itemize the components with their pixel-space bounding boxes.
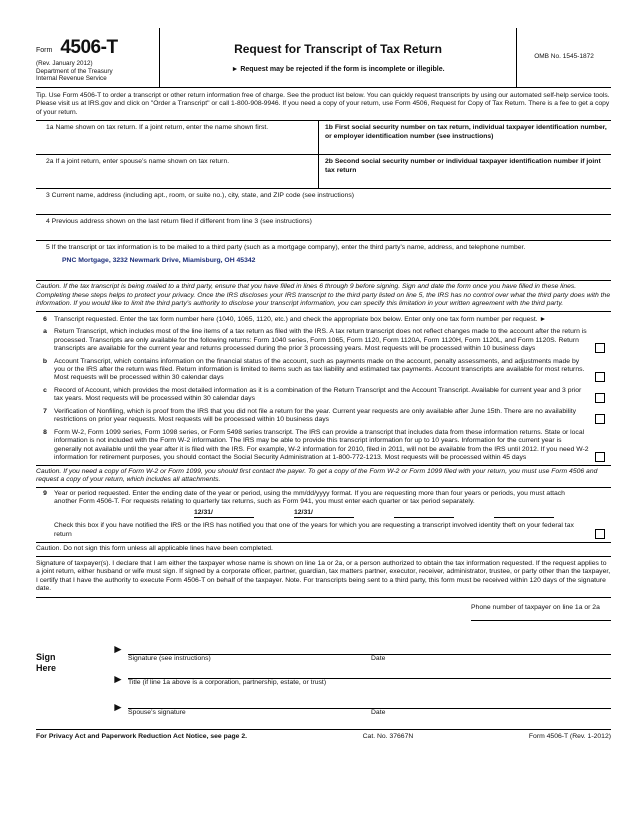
line-7-text: Verification of Nonfiling, which is proof from the IRS that you did not file a return for the year. Current year requests are only available after June 15th. There are no availability restrictions on prior year requests. Most requests will be processed within 10 business days (54, 407, 577, 424)
form-footer (36, 729, 611, 741)
form-label: Form (36, 47, 53, 54)
line-5[interactable] (36, 241, 611, 281)
signature-declaration: Signature of taxpayer(s). I declare that I am either the taxpayer whose name is shown on line 1a or 2a, or a person authorized to obtain the tax information requested. If the request applies to a joint return, either husband or wife must sign. If signed by a corporate officer, partner, guardian, tax matters partner, executor, receiver, administrator, trustee, or party other than the taxpayer, I certify that I have the authority to execute Form 4506-T on behalf of the taxpayer. Note. For transcripts being sent to a third party, this form must be received within 120 days of the signature date. (36, 559, 611, 593)
line-1 (36, 121, 611, 155)
spouse-signature-label: Spouse’s signature (128, 708, 186, 716)
footer-form-id: Form 4506-T (Rev. 1-2012) (528, 732, 611, 740)
period-date-1[interactable]: 12/31/ (194, 509, 254, 518)
line-3-field[interactable]: 3 Current name, address (including apt., room, or suite no.), city, state, and ZIP code (see instructions) (36, 189, 611, 215)
line-6b-checkbox[interactable] (595, 372, 605, 382)
line-2b-field[interactable]: 2b Second social security number or individual taxpayer identification number if joint tax return (325, 158, 601, 174)
caution-sign: Caution. Do not sign this form unless all applicable lines have been completed. (36, 543, 611, 556)
line-6a-checkbox[interactable] (595, 343, 605, 353)
line-7-checkbox[interactable] (595, 414, 605, 424)
identity-theft-checkbox[interactable] (595, 529, 605, 539)
period-date-2[interactable]: 12/31/ (294, 509, 354, 518)
line-6c-text: Record of Account, which provides the most detailed information as it is a combination of the Return Transcript and the Account Transcript. Available for current year and 3 prior tax years. Most requests will be processed within 30 calendar days (54, 386, 582, 403)
line-9: 9 Year or period requested. Enter the ending date of the year or period, using the mm/dd/yyyy format. If you are requesting more than four years or periods, you must attach another Form 4506-T. For requests relating to quarterly tax returns, such as Form 941, you must enter each quarter or tax period separately. 12/31/ 12/31/ Check this box if you have notified the IRS or the IRS has notified you that one of the years for which you are requesting a transcript involved identity theft on your federal tax return (36, 488, 611, 543)
line-7: 7 Verification of Nonfiling, which is proof from the IRS that you did not file a return for the year. Current year requests are only available after June 15th. There are no availability restrictions on prior year requests. Most requests will be processed within 10 business days (36, 406, 611, 427)
line-6c: c Record of Account, which provides the most detailed information as it is a combination of the Return Transcript and the Account Transcript. Available for current year and 3 prior tax years. Most requests will be processed within 30 calendar days (36, 385, 611, 406)
department: Department of the Treasury (36, 67, 113, 75)
caution-w2: Caution. If you need a copy of Form W-2 or Form 1099, you should first contact the payer. To get a copy of the Form W-2 or Form 1099 filed with your return, you must use Form 4506 and request a copy of your return, which includes all attachments. (36, 465, 611, 488)
catalog-number: Cat. No. 37667N (362, 732, 414, 740)
sign-here-label: Sign Here (36, 652, 57, 674)
date-label-2: Date (371, 708, 386, 716)
tip-text: Tip. Use Form 4506-T to order a transcript or other return information free of charge. See the product list below. You can quickly request transcripts by using our automated self-help service tools. Please visit us at IRS.gov and click on "Order a Transcript" or call 1-800-908-9946. If you need a copy of your return, use Form 4506, Request for Copy of Tax Return. There is a fee to get a copy of your return. (36, 88, 611, 121)
line-8-text: Form W-2, Form 1099 series, Form 1098 series, or Form 5498 series transcript. The IRS can provide a transcript that includes data from these information returns. State or local information is not included with the Form W-2 information. The IRS may be able to provide this transcript information for up to 10 years. Information for the current year is generally not available until the year after it is filed with the IRS. For example, W-2 information for 2010, filed in 2011, will not be available from the IRS until 2012. If you need W-2 information for retirement purposes, you should contact the Social Security Administration at 1-800-772-1213. Most requests will be processed within 45 days (54, 428, 589, 462)
line-6a-text: Return Transcript, which includes most of the line items of a tax return as filed with the IRS. A tax return transcript does not reflect changes made to the account after the return is processed. Transcripts are only available for the following returns: Form 1040 series, Form 1065, Form 1120, Form 1120A, Form 1120H, Form 1120L, and Form 1120S. Return transcripts are available for the current year and returns processed during the prior 3 processing years. Most requests will be processed within 10 business days (54, 328, 587, 353)
line-6a: a Return Transcript, which includes most of the line items of a tax return as filed with the IRS. A tax return transcript does not reflect changes made to the account after the return is processed. Transcripts are only available for the following returns: Form 1040 series, Form 1065, Form 1120, Form 1120A, Form 1120H, Form 1120L, and Form 1120S. Return transcripts are available for the current year and returns processed during the prior 3 processing years. Most requests will be processed within 10 business days (36, 326, 611, 355)
phone-label: Phone number of taxpayer on line 1a or 2a (471, 603, 600, 611)
line-9-text: Year or period requested. Enter the ending date of the year or period, using the mm/dd/yyyy format. If you are requesting more than four years or periods, you must attach another Form 4506-T. For requests relating to quarterly tax returns, such as Form 941, you must enter each quarter or tax period separately. (54, 489, 565, 506)
form-id-block (36, 28, 160, 87)
arrow-icon: ► (112, 641, 124, 656)
form-header (36, 28, 611, 88)
spouse-signature-field[interactable] (128, 708, 611, 717)
line-8-checkbox[interactable] (595, 452, 605, 462)
line-1a-field[interactable]: 1a Name shown on tax return. If a joint return, enter the name shown first. (36, 121, 319, 154)
title-label: Title (if line 1a above is a corporation, partnership, estate, or trust) (128, 678, 327, 686)
signature-field[interactable] (128, 654, 611, 663)
arrow-icon: ► (112, 671, 124, 686)
signature-area (36, 597, 611, 729)
line-6-text: Transcript requested. Enter the tax form number here (1040, 1065, 1120, etc.) and check the appropriate box below. Enter only one tax form number per request. ► (54, 315, 547, 323)
line-1b-field[interactable]: 1b First social security number on tax return, individual taxpayer identification number, or employer identification number (see instructions) (325, 124, 607, 140)
signature-label: Signature (see instructions) (128, 654, 211, 662)
arrow-icon: ► (112, 699, 124, 714)
line-5-label: 5 If the transcript or tax information is to be mailed to a third party (such as a mortgage company), enter the third party’s name, address, and telephone number. (46, 244, 526, 252)
date-label-1: Date (371, 654, 386, 662)
line-8: 8 Form W-2, Form 1099 series, Form 1098 series, or Form 5498 series transcript. The IRS can provide a transcript that includes data from these information returns. State or local information is not included with the Form W-2 information. The IRS may be able to provide this transcript information for up to 10 years. Information for the current year is generally not available until the year after it is filed with the IRS. For example, W-2 information for 2010, filed in 2011, will not be available from the IRS until 2012. If you need W-2 information for retirement purposes, you should contact the Social Security Administration at 1-800-772-1213. Most requests will be processed within 45 days (36, 427, 611, 465)
form-subtitle: ► Request may be rejected if the form is incomplete or illegible. (231, 66, 445, 73)
line-2 (36, 155, 611, 189)
line-4-field[interactable]: 4 Previous address shown on the last return filed if different from line 3 (see instructions) (36, 215, 611, 241)
line-6b: b Account Transcript, which contains information on the financial status of the account, such as payments made on the account, penalty assessments, and adjustments made by you or the IRS after the return was filed. Return information is limited to items such as tax liability and estimated tax payments. Account transcripts are available for most returns. Most requests will be processed within 30 calendar days (36, 356, 611, 385)
period-date-3[interactable] (394, 509, 454, 518)
line-6: 6 Transcript requested. Enter the tax form number here (1040, 1065, 1120, etc.) and check the appropriate box below. Enter only one tax form number per request. ► (36, 314, 611, 326)
line-6b-text: Account Transcript, which contains information on the financial status of the account, such as payments made on the account, penalty assessments, and adjustments made by you or the IRS after the return was filed. Return information is limited to items such as tax liability and estimated tax payments. Account transcripts are available for most returns. Most requests will be processed within 30 calendar days (54, 357, 585, 382)
identity-theft-text: Check this box if you have notified the IRS or the IRS has notified you that one of the years for which you are requesting a transcript involved identity theft on your federal tax return (54, 522, 574, 538)
omb-number: OMB No. 1545-1872 (516, 28, 611, 87)
title-field[interactable] (128, 678, 611, 687)
agency: Internal Revenue Service (36, 75, 107, 83)
line-5-value[interactable]: PNC Mortgage, 3232 Newmark Drive, Miamisburg, OH 45342 (62, 256, 256, 264)
revision: (Rev. January 2012) (36, 59, 93, 67)
line-6c-checkbox[interactable] (595, 393, 605, 403)
form-title: Request for Transcript of Tax Return (234, 42, 442, 56)
period-date-4[interactable] (494, 509, 554, 518)
form-number: 4506-T (60, 37, 118, 58)
phone-field[interactable] (471, 604, 611, 632)
privacy-notice: For Privacy Act and Paperwork Reduction Act Notice, see page 2. (36, 732, 248, 740)
line-2a-field[interactable]: 2a If a joint return, enter spouse’s name shown on tax return. (36, 155, 319, 188)
caution-third-party: Caution. If the tax transcript is being mailed to a third party, ensure that you have filled in lines 6 through 9 before signing. Sign and date the form once you have filled in these lines. Completing these steps helps to protect your privacy. Once the IRS discloses your IRS transcript to the third party listed on line 5, the IRS has no control over what the third party does with the information. If you would like to limit the third party’s authority to disclose your transcript information, you can specify this limitation in your written agreement with the third party. (36, 281, 611, 311)
